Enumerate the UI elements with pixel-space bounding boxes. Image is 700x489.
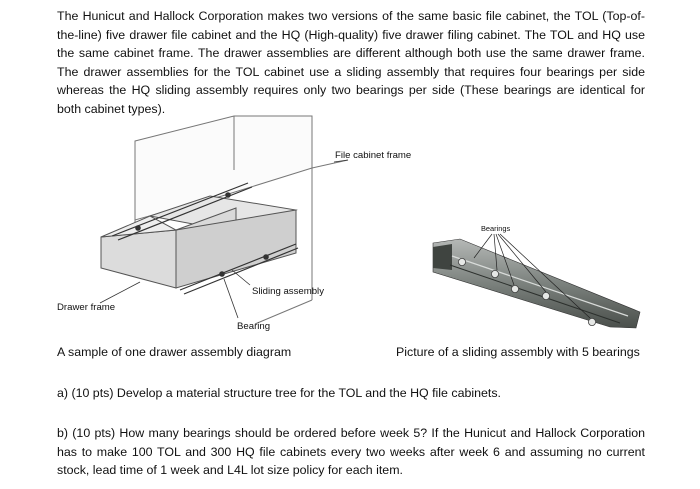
bearing-icon xyxy=(588,318,595,325)
label-bearings: Bearings xyxy=(481,224,511,233)
photo-caption: Picture of a sliding assembly with 5 bearings xyxy=(396,345,640,359)
bearing-icon xyxy=(542,292,549,299)
diagram-caption: A sample of one drawer assembly diagram xyxy=(57,345,292,359)
bearing-icon xyxy=(511,285,518,292)
label-drawer-frame: Drawer frame xyxy=(57,302,116,313)
intro-paragraph: The Hunicut and Hallock Corporation makes two versions of the same basic file cabinet, the TOL (Top-of-the-line) five drawer file cabinet and the HQ (High-quality) five drawer filing cabinet. The TOL and HQ use the same cabinet frame. The drawer assemblies are different although both use the same drawer frame. The drawer assemblies for the TOL cabinet use a sliding assembly that requires four bearings per side whereas the HQ sliding assembly requires only two bearings per side (These bearings are identical for both cabinet types). xyxy=(57,9,645,116)
bearing-icon xyxy=(458,258,465,265)
rail xyxy=(433,239,640,328)
label-bearing: Bearing xyxy=(237,321,271,332)
bearing-icon xyxy=(491,270,498,277)
question-a: a) (10 pts) Develop a material structure tree for the TOL and the HQ file cabinets. xyxy=(57,386,501,400)
label-sliding-assembly: Sliding assembly xyxy=(252,286,324,297)
question-b: b) (10 pts) How many bearings should be ordered before week 5? If the Hunicut and Hallock Corporation has to make 100 TOL and 300 HQ file cabinets every two weeks after week 6 and assuming no current stock, lead time of 1 week and L4L lot size policy for each item. xyxy=(57,426,645,478)
label-cabinet-frame: File cabinet frame xyxy=(335,150,412,161)
